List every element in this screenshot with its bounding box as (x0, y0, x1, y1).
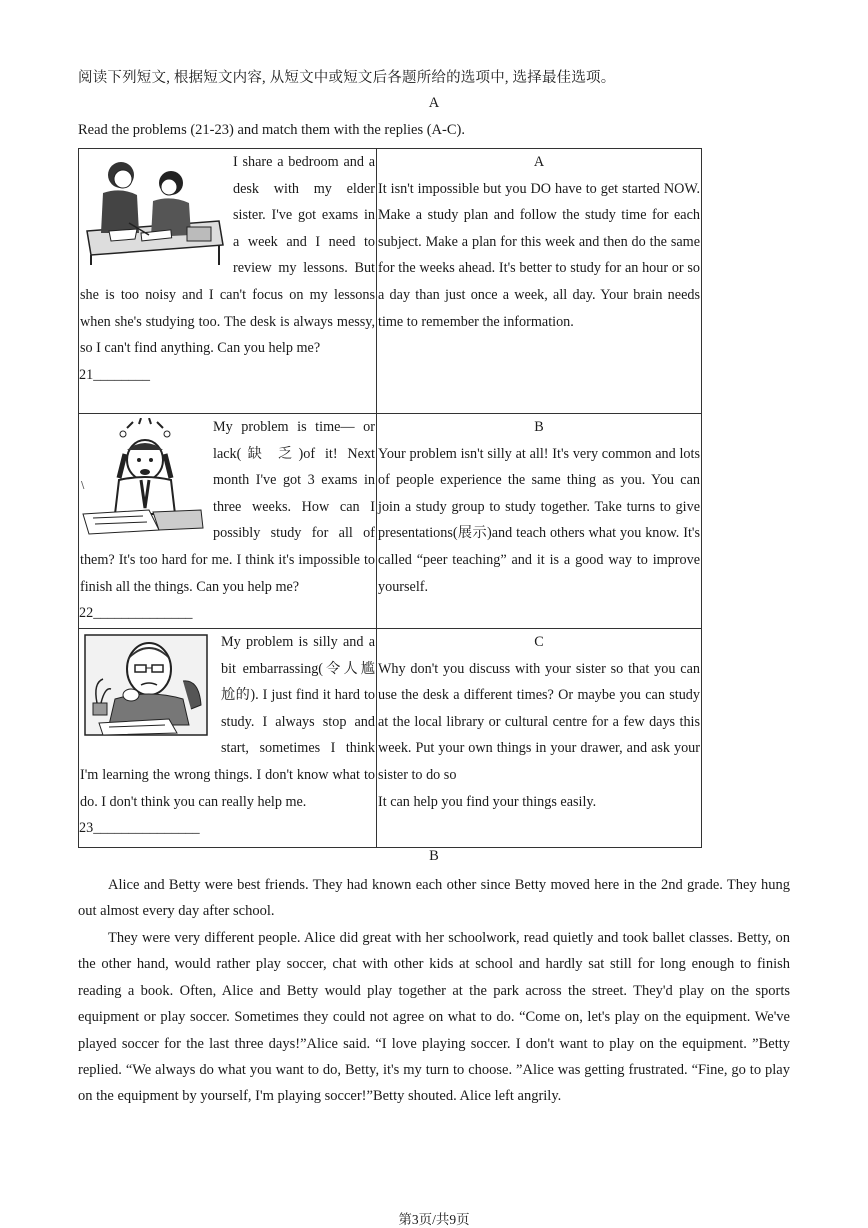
reply-cell (377, 149, 702, 414)
problem-text: I share a bedroom and a desk with my elder sister. I've got exams in a week and I need to review my lessons. But she is too noisy and I can't focus on my lessons when she's studying too. The desk is always messy, so I can't find anything. Can you help me? (80, 154, 375, 357)
answer-blank[interactable]: 22______________ (79, 605, 193, 622)
reply-label: A (533, 154, 545, 170)
problem-text: My problem is time— or lack(缺 乏)of it! Next month I've got 3 exams in three weeks. How can I possibly study for all of them? It's too hard for me. I think it's impossible to finish all the things. Can you help me? (80, 419, 375, 595)
reply-cell (377, 629, 702, 848)
table-row (79, 414, 702, 629)
table-row (79, 149, 702, 414)
table-row (79, 629, 702, 848)
problem-text: My problem is silly and a bit embarrassing(令人尴尬的). I just find it hard to study. I always stop and start, sometimes I think I'm learning the wrong things. I don't know what to do. I don't think you can really help me. (80, 634, 375, 810)
reply-text: Your problem isn't silly at all! It's very common and lots of people experience the same thing as you. You can join a study group to study together. Take turns to give presentations(展示)and teach others what you know. It's called “peer teaching” and it is a good way to improve yourself. (378, 445, 700, 595)
svg-text:\: \ (81, 480, 85, 491)
reply-label: B (534, 419, 544, 435)
instruction: 阅读下列短文, 根据短文内容, 从短文中或短文后各题所给的选项中, 选择最佳选项。 (78, 70, 616, 86)
passage-paragraph: They were very different people. Alice did great with her schoolwork, read quietly and took ballet classes. Betty, on the other hand, would rather play soccer, chat with other kids at school and hardly sat still for long enough to finish reading a book. Often, Alice and Betty would play together at the park across the street. They'd play on the sports equipment or play soccer. Sometimes they could not agree on what to do. “Come on, let's play on the equipment. We've played soccer for the last three days!”Alice said. “I love playing soccer. I don't want to play on the equipment. ”Betty replied. “We always do what you want to do, Betty, it's my turn to choose. ”Alice was getting frustrated. “Fine, go to play on the equipment by yourself, I'm playing soccer!”Betty shouted. Alice left angrily. (78, 930, 790, 1105)
reply-label: C (534, 634, 544, 650)
answer-blank[interactable]: 23_______________ (79, 820, 200, 837)
two-sisters-at-desk-illustration (79, 153, 229, 265)
page-footer: 第3页/共9页 (398, 1212, 470, 1227)
reply-text: It isn't impossible but you DO have to get started NOW. Make a study plan and follow the study time for each subject. Make a plan for this week and then do the same for the weeks ahead. It's better to study for an hour or so a day than just once a week, all day. Your brain needs time to remember the information. (378, 180, 700, 330)
read-instruction: Read the problems (21-23) and match them with the replies (A-C). (78, 122, 465, 138)
problem-cell (79, 629, 377, 848)
problem-cell (79, 149, 377, 414)
reply-text-line2: It can help you find your things easily. (378, 793, 597, 810)
matching-table (78, 148, 702, 848)
reply-cell (377, 414, 702, 629)
passage-paragraph: Alice and Betty were best friends. They had known each other since Betty moved here in the 2nd grade. They hung out almost every day after school. (78, 877, 790, 920)
problem-cell (79, 414, 377, 629)
answer-blank[interactable]: 21________ (79, 366, 150, 383)
section-b-label: B (429, 848, 439, 864)
confused-student-illustration (79, 633, 217, 737)
reply-text: Why don't you discuss with your sister so that you can use the desk a different times? Or maybe you can study at the local library or cultural centre for a few days this week. Put your own things in your drawer, and ask your sister to do so (378, 660, 700, 783)
stressed-student-illustration (79, 418, 209, 536)
section-a-label: A (428, 95, 440, 111)
